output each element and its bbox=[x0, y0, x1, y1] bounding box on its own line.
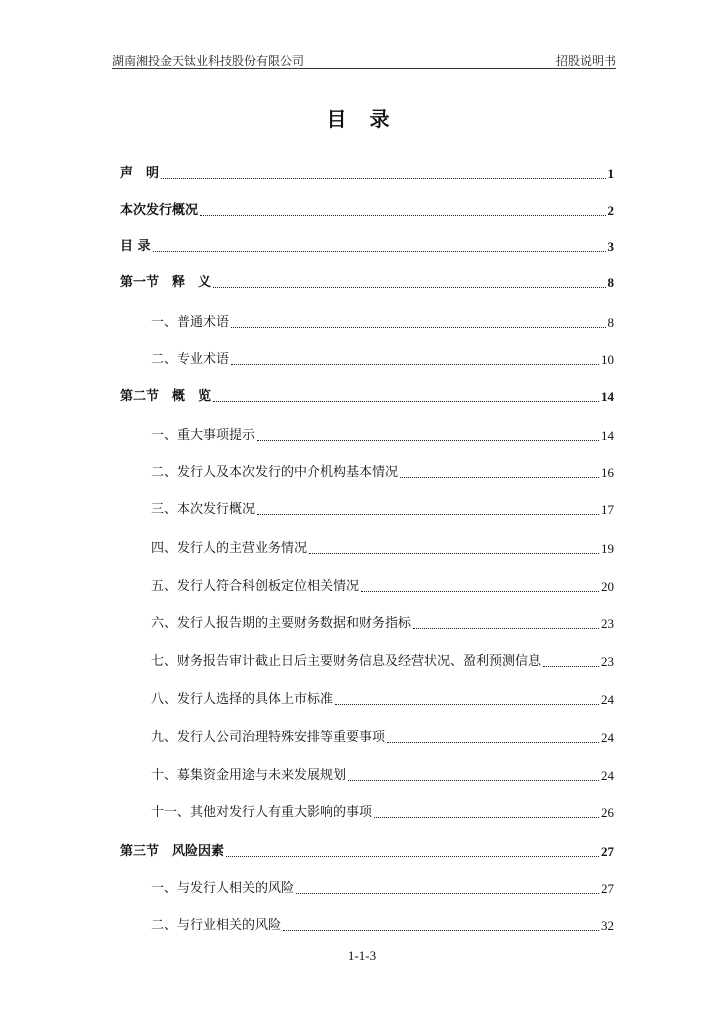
toc-entry-page: 20 bbox=[601, 579, 614, 594]
toc-entry-label: 第二节 概 览 bbox=[120, 389, 212, 404]
dot-leader bbox=[348, 780, 599, 781]
toc-entry-page: 32 bbox=[601, 918, 614, 933]
dot-leader bbox=[361, 591, 599, 592]
toc-entry[interactable] bbox=[151, 311, 614, 331]
toc-entry-label: 第一节 释 义 bbox=[120, 275, 212, 290]
toc-entry-page: 2 bbox=[607, 203, 614, 218]
toc-entry-label: 声 明 bbox=[120, 166, 160, 181]
toc-entry-label: 五、发行人符合科创板定位相关情况 bbox=[151, 579, 360, 594]
dot-leader bbox=[400, 477, 599, 478]
toc-entry[interactable] bbox=[151, 575, 614, 595]
toc-entry-label: 六、发行人报告期的主要财务数据和财务指标 bbox=[151, 616, 412, 631]
toc-entry[interactable] bbox=[151, 348, 614, 368]
page-header bbox=[112, 50, 616, 69]
toc-entry[interactable] bbox=[151, 612, 614, 632]
toc-entry[interactable] bbox=[151, 914, 614, 934]
toc-entry-label: 二、专业术语 bbox=[151, 352, 230, 367]
dot-leader bbox=[309, 553, 599, 554]
toc-entry[interactable] bbox=[151, 650, 614, 670]
dot-leader bbox=[257, 514, 599, 515]
toc-entry-page: 23 bbox=[601, 654, 614, 669]
toc-entry-page: 26 bbox=[601, 805, 614, 820]
toc-entry[interactable] bbox=[151, 726, 614, 746]
page-number: 1-1-3 bbox=[347, 948, 377, 963]
toc-entry-label: 八、发行人选择的具体上市标准 bbox=[151, 692, 334, 707]
toc-entry-page: 1 bbox=[607, 166, 614, 181]
toc-entry[interactable] bbox=[151, 424, 614, 444]
dot-leader bbox=[213, 287, 605, 288]
toc-entry-page: 3 bbox=[607, 239, 614, 254]
toc-entry[interactable] bbox=[151, 877, 614, 897]
dot-leader bbox=[296, 893, 599, 894]
toc-entry[interactable] bbox=[120, 199, 614, 219]
toc-entry[interactable] bbox=[151, 537, 614, 557]
toc-entry-label: 二、与行业相关的风险 bbox=[151, 918, 282, 933]
dot-leader bbox=[335, 704, 599, 705]
toc-entry-page: 8 bbox=[607, 315, 614, 330]
toc-entry-page: 24 bbox=[601, 730, 614, 745]
dot-leader bbox=[413, 628, 599, 629]
toc-entry-page: 24 bbox=[601, 692, 614, 707]
toc-entry-page: 14 bbox=[601, 389, 614, 404]
toc-entry-label: 目 录 bbox=[120, 239, 151, 254]
dot-leader bbox=[213, 401, 599, 402]
toc-entry-page: 27 bbox=[601, 881, 614, 896]
toc-entry-page: 14 bbox=[601, 428, 614, 443]
toc-entry-label: 一、与发行人相关的风险 bbox=[151, 881, 295, 896]
toc-entry-label: 七、财务报告审计截止日后主要财务信息及经营状况、盈利预测信息 bbox=[151, 654, 542, 669]
dot-leader bbox=[231, 364, 599, 365]
toc-entry[interactable] bbox=[151, 498, 614, 518]
toc-entry-label: 十一、其他对发行人有重大影响的事项 bbox=[151, 805, 373, 820]
toc-entry-page: 8 bbox=[607, 275, 614, 290]
dot-leader bbox=[161, 178, 605, 179]
dot-leader bbox=[387, 742, 599, 743]
toc-entry[interactable] bbox=[151, 461, 614, 481]
header-company-name: 湖南湘投金天钛业科技股份有限公司 bbox=[112, 54, 305, 68]
toc-entry-page: 10 bbox=[601, 352, 614, 367]
dot-leader bbox=[543, 666, 599, 667]
dot-leader bbox=[231, 327, 605, 328]
toc-entry-label: 二、发行人及本次发行的中介机构基本情况 bbox=[151, 465, 399, 480]
toc-entry-label: 本次发行概况 bbox=[120, 203, 199, 218]
toc-entry[interactable] bbox=[120, 840, 614, 860]
toc-entry-label: 十、募集资金用途与未来发展规划 bbox=[151, 768, 347, 783]
toc-entry-label: 九、发行人公司治理特殊安排等重要事项 bbox=[151, 730, 386, 745]
toc-entry-page: 23 bbox=[601, 616, 614, 631]
toc-entry[interactable] bbox=[120, 235, 614, 255]
toc-entry-page: 17 bbox=[601, 502, 614, 517]
toc-entry[interactable] bbox=[120, 162, 614, 182]
toc-entry-label: 一、普通术语 bbox=[151, 315, 230, 330]
toc-entry[interactable] bbox=[120, 385, 614, 405]
toc-entry[interactable] bbox=[120, 271, 614, 291]
dot-leader bbox=[153, 251, 606, 252]
toc-entry[interactable] bbox=[151, 801, 614, 821]
page-title: 目 录 bbox=[326, 107, 398, 131]
dot-leader bbox=[257, 440, 599, 441]
toc-entry-page: 19 bbox=[601, 541, 614, 556]
toc-entry-label: 一、重大事项提示 bbox=[151, 428, 256, 443]
toc-entry-label: 三、本次发行概况 bbox=[151, 502, 256, 517]
toc-entry-page: 27 bbox=[601, 844, 614, 859]
dot-leader bbox=[283, 930, 599, 931]
toc-entry-page: 24 bbox=[601, 768, 614, 783]
toc-entry[interactable] bbox=[151, 764, 614, 784]
toc-entry-label: 第三节 风险因素 bbox=[120, 844, 225, 859]
toc-entry-label: 四、发行人的主营业务情况 bbox=[151, 541, 308, 556]
dot-leader bbox=[200, 215, 605, 216]
dot-leader bbox=[374, 817, 599, 818]
header-document-type: 招股说明书 bbox=[555, 54, 616, 68]
toc-entry[interactable] bbox=[151, 688, 614, 708]
toc-entry-page: 16 bbox=[601, 465, 614, 480]
dot-leader bbox=[226, 856, 599, 857]
